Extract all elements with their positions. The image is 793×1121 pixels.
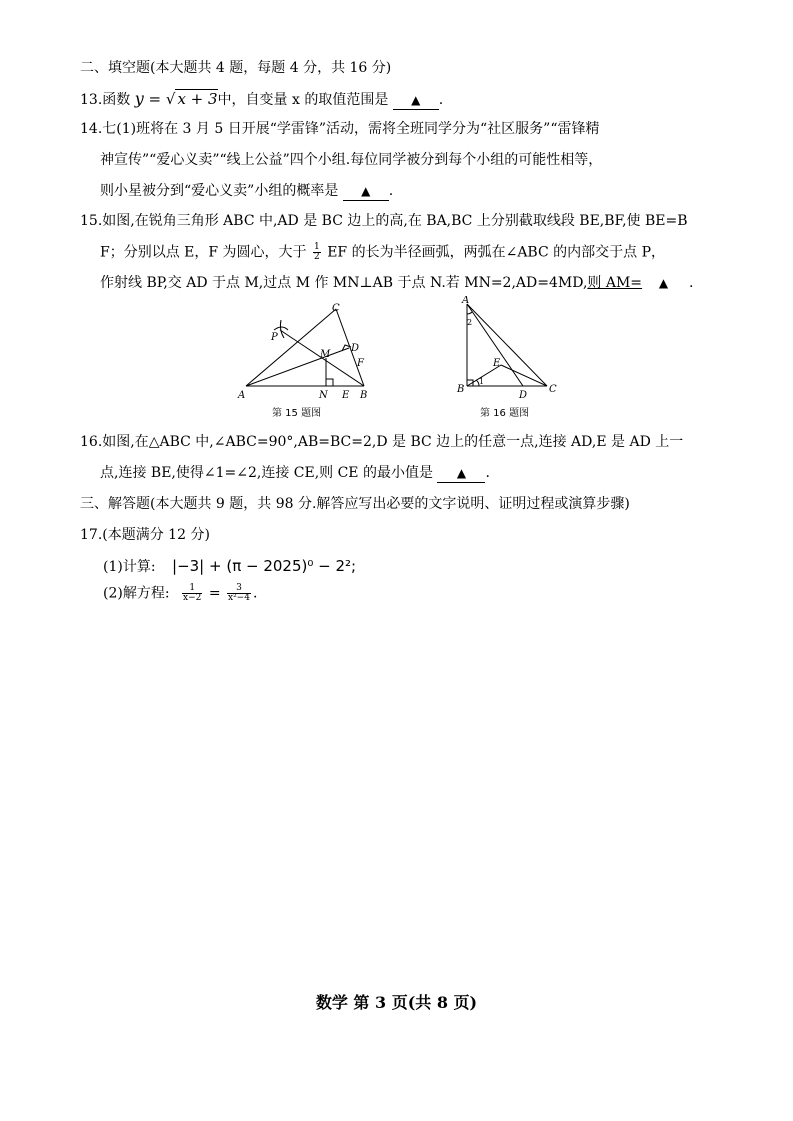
fig15-label-a: A	[238, 390, 246, 401]
fig16-label-e: E	[493, 358, 501, 369]
q15-line-3-underlined: 则 AM=	[587, 275, 643, 291]
q17-part-1-expression: |−3| + (π − 2025)⁰ − 2²;	[172, 557, 357, 575]
q14-line-3: 则小星被分到“爱心义卖”小组的概率是 ▲ .	[100, 183, 394, 199]
q17-part-2-rhs-fraction: $\frac{3}{\text{x²−4}}$	[228, 583, 250, 603]
q13-formula-eq: =	[143, 90, 166, 108]
q14-line-2: 神宣传”“爱心义卖”“线上公益”四个小组.每位同学被分到每个小组的可能性相等，	[100, 152, 603, 168]
q15-line-2-suffix: EF 的长为半径画弧，两弧在∠ABC 的内部交于点 P，	[327, 244, 666, 261]
fig15-label-d: D	[351, 343, 360, 354]
q16-line-2-end: .	[485, 465, 490, 481]
fig16-label-b: B	[457, 384, 465, 395]
fig16-label-d: D	[519, 390, 528, 401]
q15-line-1: 15.如图,在锐角三角形 ABC 中,AD 是 BC 边上的高,在 BA,BC 上分别截取线段 BE,BF,使 BE=B	[80, 213, 688, 229]
fig15-label-f: F	[357, 358, 364, 369]
q13-prefix: 13.函数	[80, 92, 131, 108]
figure-16-caption: 第 16 题图	[480, 408, 530, 419]
q17-part-2	[103, 584, 257, 603]
question-13: 13.函数 y = √ x + 3中，自变量 x 的取值范围是 ▲ .	[80, 89, 444, 108]
q15-answer-blank: ▲	[658, 276, 669, 290]
fig15-label-e: E	[342, 390, 350, 401]
section-3-heading: 三、解答题(本大题共 9 题，共 98 分.解答应写出必要的文字说明、证明过程或演算步骤)	[80, 496, 630, 512]
q13-formula-radicand: x + 3	[177, 90, 218, 108]
q13-formula-y: y	[134, 89, 144, 108]
fig15-label-p: P	[271, 332, 278, 343]
q17-part-2-equals: =	[208, 585, 221, 602]
figure-16	[455, 296, 575, 424]
q16-line-2-prefix: 点,连接 BE,使得∠1=∠2,连接 CE,则 CE 的最小值是	[100, 465, 433, 481]
q15-line-2-prefix: F；分别以点 E，F 为圆心，大于	[100, 244, 307, 261]
q17-part-1-label: (1)计算:	[103, 559, 156, 575]
fig15-label-m: M	[320, 349, 331, 360]
q17-part-2-label: (2)解方程:	[103, 585, 170, 602]
fig16-label-a: A	[462, 296, 470, 306]
fig16-label-c: C	[549, 384, 557, 395]
q14-line-3-prefix: 则小星被分到“爱心义卖”小组的概率是	[100, 183, 339, 199]
q17-heading: 17.(本题满分 12 分)	[80, 527, 210, 543]
q15-line-3-end: .	[688, 275, 694, 291]
q17-part-1	[103, 557, 356, 576]
fig15-label-n: N	[319, 390, 328, 401]
fig15-label-b: B	[360, 390, 368, 401]
q15-line-3-prefix: 作射线 BP,交 AD 于点 M,过点 M 作 MN⊥AB 于点 N.若 MN=2,AD=4MD,	[100, 275, 588, 291]
fig16-angle-1: 1	[479, 377, 485, 386]
q14-answer-blank: ▲	[343, 182, 389, 201]
section-2-heading: 二、填空题(本大题共 4 题，每题 4 分，共 16 分)	[80, 60, 392, 76]
q17-part-2-lhs-fraction: $\frac{1}{x-2}$	[183, 583, 202, 603]
fig15-label-c: C	[332, 303, 340, 314]
figure-15-caption: 第 15 题图	[272, 408, 322, 419]
q15-line-2	[100, 243, 665, 262]
q15-fraction-half: $\frac{1}{2}$	[314, 242, 320, 262]
q16-answer-blank: ▲	[437, 464, 485, 483]
q13-suffix: 中，自变量 x 的取值范围是	[217, 92, 389, 108]
q17-part-2-end: .	[252, 585, 258, 602]
q13-answer-blank: ▲	[393, 91, 439, 110]
q14-line-1: 14.七(1)班将在 3 月 5 日开展“学雷锋”活动，需将全班同学分为“社区服务”“雷锋精	[80, 121, 600, 137]
page-footer: 数学 第 3 页(共 8 页)	[315, 993, 478, 1012]
figure-15	[236, 300, 376, 425]
q16-line-1: 16.如图,在△ABC 中,∠ABC=90°,AB=BC=2,D 是 BC 边上的任意一点,连接 AD,E 是 AD 上一	[80, 434, 684, 450]
fig16-angle-2: 2	[467, 318, 473, 327]
q15-line-3	[100, 274, 693, 292]
q16-line-2	[100, 464, 490, 483]
